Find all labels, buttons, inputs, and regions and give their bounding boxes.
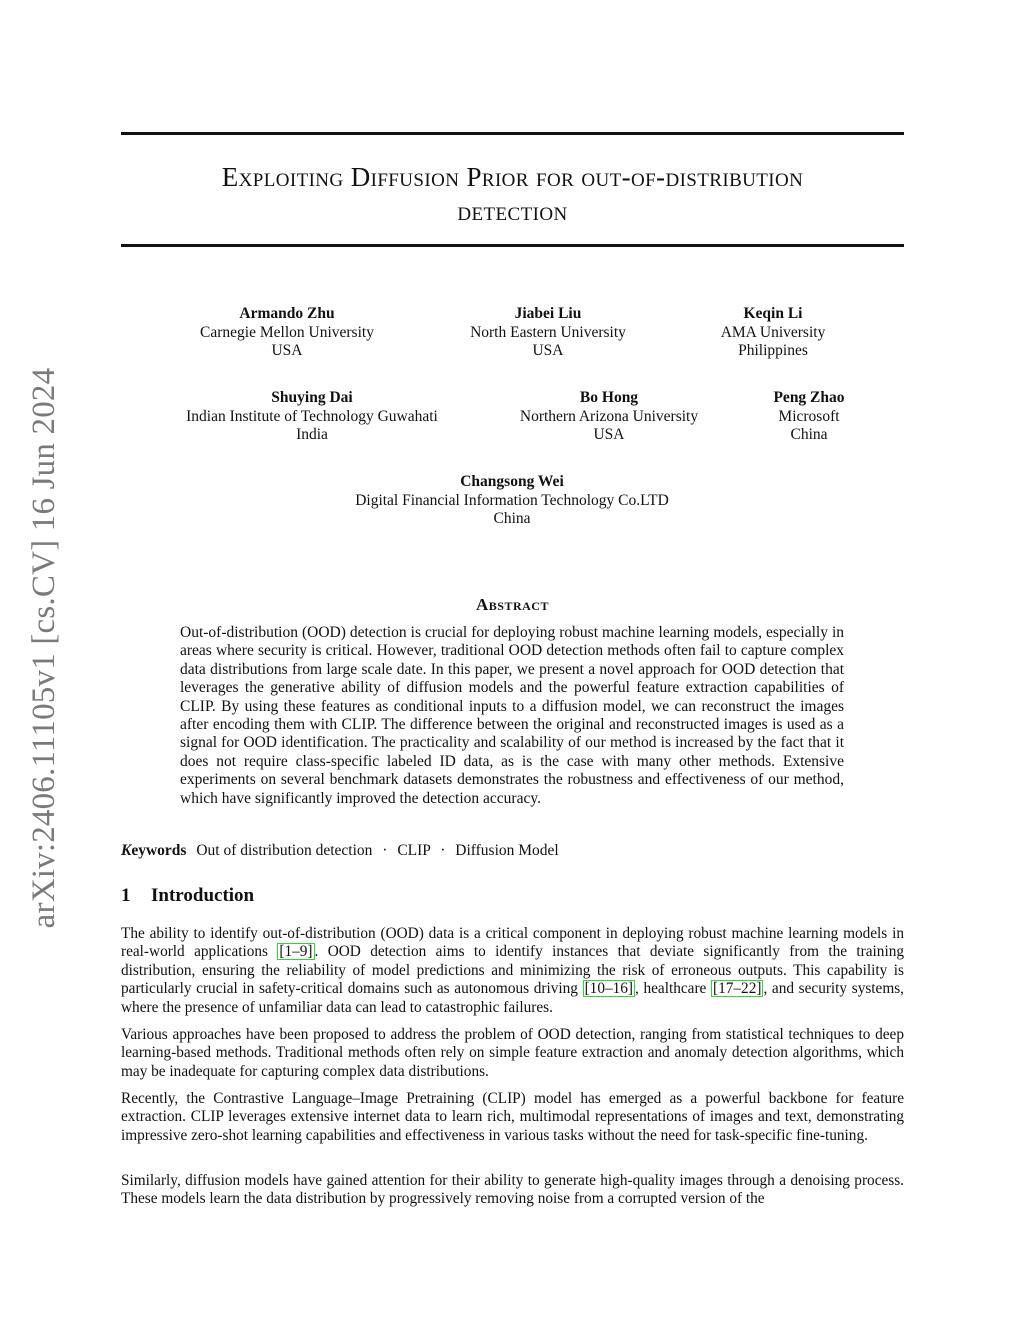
section-heading-introduction [121, 884, 904, 908]
author-name: Peng Zhao [773, 389, 845, 406]
section-title: Introduction [151, 885, 255, 906]
title-rule-top [121, 132, 904, 135]
intro-paragraph-1 [121, 925, 904, 1017]
author-block [312, 473, 712, 529]
author-block [162, 389, 462, 445]
citation-link[interactable]: [1–9] [279, 943, 313, 961]
paragraph-text: The ability to identify out-of-distribution (OOD) data is a critical component in deploying robust machine learning models in real-world applications [121, 925, 904, 961]
author-country: USA [271, 342, 303, 359]
intro-paragraph-2: Various approaches have been proposed to address the problem of OOD detection, ranging from statistical techniques to deep learning-based methods. Traditional methods often rely on simple feature extraction and anomaly detection algorithms, which may be inadequate for capturing complex data distributions. [121, 1026, 904, 1080]
author-name: Shuying Dai [271, 389, 353, 406]
author-affiliation: North Eastern University [470, 323, 626, 341]
author-country: India [296, 426, 328, 443]
author-country: China [790, 426, 828, 443]
keyword-separator: · [382, 842, 388, 859]
abstract-heading: Abstract [476, 595, 549, 614]
author-block [703, 305, 843, 361]
paragraph-text: , and security systems, where the presence of unfamiliar data can lead to catastrophic failures. [121, 980, 905, 1016]
title-rule-bottom [121, 244, 904, 247]
keywords-label-initial: K [121, 842, 132, 859]
intro-paragraph-4: Similarly, diffusion models have gained attention for their ability to generate high-quality images through a denoising process. These models learn the data distribution by progressively removing noise from a corrupted version of the [121, 1172, 904, 1208]
intro-paragraph-3: Recently, the Contrastive Language–Image Pretraining (CLIP) model has emerged as a powerful backbone for feature extraction. CLIP leverages extensive internet data to learn rich, multimodal representations of images and text, demonstrating impressive zero-shot learning capabilities and effectiveness in various tasks without the need for task-specific fine-tuning. [121, 1090, 904, 1144]
author-country: China [493, 510, 531, 527]
citation-link[interactable]: [10–16] [584, 980, 634, 998]
title-line-1: Exploiting Diffusion Prior for out-of-distribution [221, 162, 804, 192]
author-name: Bo Hong [579, 389, 639, 406]
title-line-2: detection [457, 196, 568, 226]
paragraph-text: , healthcare [635, 980, 711, 998]
keywords-label-rest: eywords [131, 842, 187, 859]
author-name: Changsong Wei [460, 473, 564, 490]
author-name: Keqin Li [743, 305, 803, 322]
author-country: USA [593, 426, 625, 443]
author-affiliation: Carnegie Mellon University [200, 323, 374, 341]
author-country: USA [532, 342, 564, 359]
keywords-line [121, 841, 904, 860]
arxiv-identifier-stamp: arXiv:2406.11105v1 [cs.CV] 16 Jun 2024 [26, 367, 62, 929]
paper-title [121, 160, 904, 228]
keyword-item: CLIP [397, 842, 431, 859]
author-affiliation: Digital Financial Information Technology Co.LTD [355, 491, 669, 509]
author-affiliation: Microsoft [778, 407, 840, 425]
abstract-text: Out-of-distribution (OOD) detection is crucial for deploying robust machine learning models, especially in areas where security is critical. However, traditional OOD detection methods often fail to capture complex data distributions from large scale date. In this paper, we present a novel approach for OOD detection that leverages the generative ability of diffusion models and the powerful feature extraction capabilities of CLIP. By using these features as conditional inputs to a diffusion model, we can reconstruct the images after encoding them with CLIP. The difference between the original and reconstructed images is used as a signal for OOD identification. The practicality and scalability of our method is increased by the fact that it does not require class-specific labeled ID data, as is the case with many other methods. Extensive experiments on several benchmark datasets demonstrates the robustness and effectiveness of our method, which have significantly improved the detection accuracy. [180, 624, 844, 807]
author-name: Jiabei Liu [514, 305, 582, 322]
author-block [187, 305, 387, 361]
author-affiliation: Indian Institute of Technology Guwahati [186, 407, 438, 425]
author-country: Philippines [738, 342, 808, 359]
author-block [448, 305, 648, 361]
author-affiliation: Northern Arizona University [519, 407, 699, 425]
author-affiliation: AMA University [720, 323, 826, 341]
keyword-item: Diffusion Model [455, 842, 559, 859]
keywords-label [121, 842, 186, 859]
section-number: 1 [121, 885, 131, 906]
paragraph-text: . OOD detection aims to identify instances that deviate significantly from the training distribution, ensuring the reliability of model predictions and minimizing the risk of erroneous outputs. This capability is particularly crucial in safety-critical domains such as autonomous driving [121, 943, 904, 998]
author-block [499, 389, 719, 445]
keyword-item: Out of distribution detection [196, 842, 373, 859]
author-name: Armando Zhu [239, 305, 335, 322]
keyword-separator: · [440, 842, 446, 859]
author-block [749, 389, 869, 445]
citation-link[interactable]: [17–22] [713, 980, 762, 998]
